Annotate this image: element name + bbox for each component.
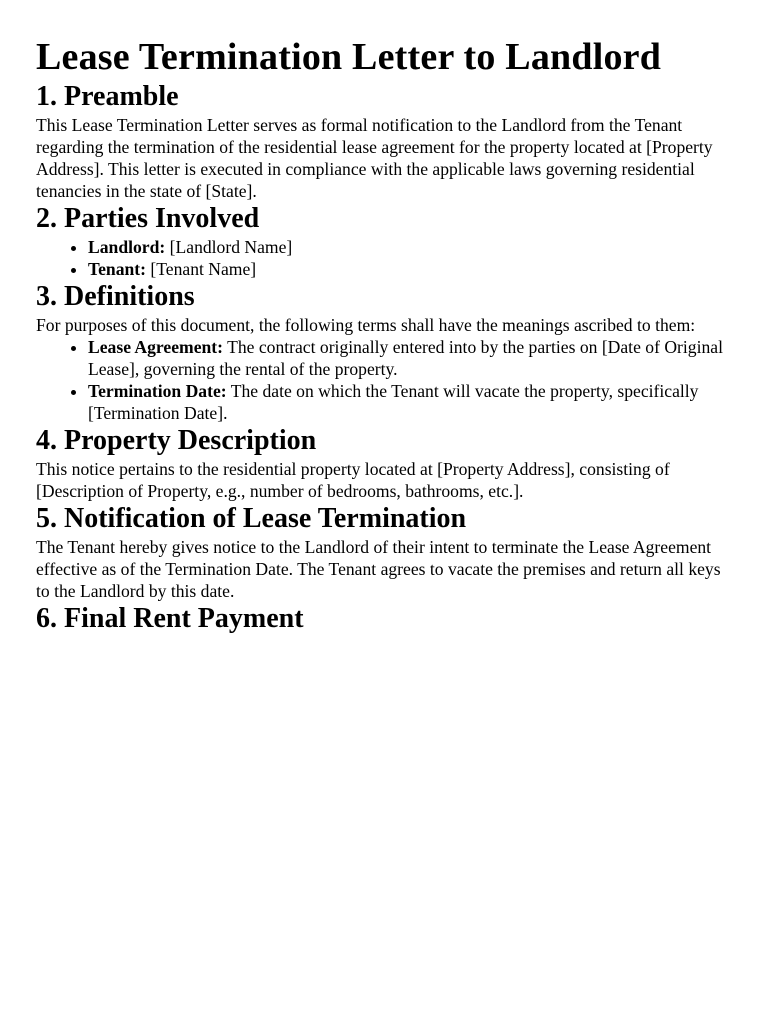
term-label: Landlord: [88, 237, 166, 257]
list-item-tenant [88, 258, 734, 280]
term-value: [Landlord Name] [165, 237, 293, 257]
section-heading-property: 4. Property Description [36, 425, 317, 456]
section-heading-definitions: 3. Definitions [36, 281, 195, 312]
list-item-landlord [88, 236, 734, 258]
term-value: The contract originally entered into by the parties on [Date of Original Lease], governing the rental of the property. [88, 337, 723, 379]
list-item-lease-agreement [88, 336, 734, 380]
section-heading-notification: 5. Notification of Lease Termination [36, 503, 467, 534]
term-label: Lease Agreement: [88, 337, 224, 357]
section-heading-final-rent: 6. Final Rent Payment [36, 603, 304, 634]
section-heading-preamble: 1. Preamble [36, 81, 179, 112]
notification-paragraph: The Tenant hereby gives notice to the Landlord of their intent to terminate the Lease Agreement effective as of the Termination Date. The Tenant agrees to vacate the premises and return all keys to the Landlord by this date. [36, 537, 721, 601]
parties-list [36, 236, 734, 280]
property-paragraph: This notice pertains to the residential property located at [Property Address], consisting of [Description of Property, e.g., number of bedrooms, bathrooms, etc.]. [36, 459, 670, 501]
section-heading-parties: 2. Parties Involved [36, 203, 260, 234]
term-label: Termination Date: [88, 381, 227, 401]
definitions-intro: For purposes of this document, the following terms shall have the meanings ascribed to them: [36, 315, 696, 335]
term-value: [Tenant Name] [146, 259, 257, 279]
term-label: Tenant: [88, 259, 147, 279]
list-item-termination-date [88, 380, 734, 424]
definitions-list [36, 336, 734, 424]
document-title: Lease Termination Letter to Landlord [36, 36, 662, 78]
term-value: The date on which the Tenant will vacate the property, specifically [Termination Date]. [88, 381, 699, 423]
preamble-paragraph: This Lease Termination Letter serves as formal notification to the Landlord from the Tenant regarding the termination of the residential lease agreement for the property located at [Property Address]. This letter is executed in compliance with the applicable laws governing residential tenancies in the state of [State]. [36, 115, 713, 201]
